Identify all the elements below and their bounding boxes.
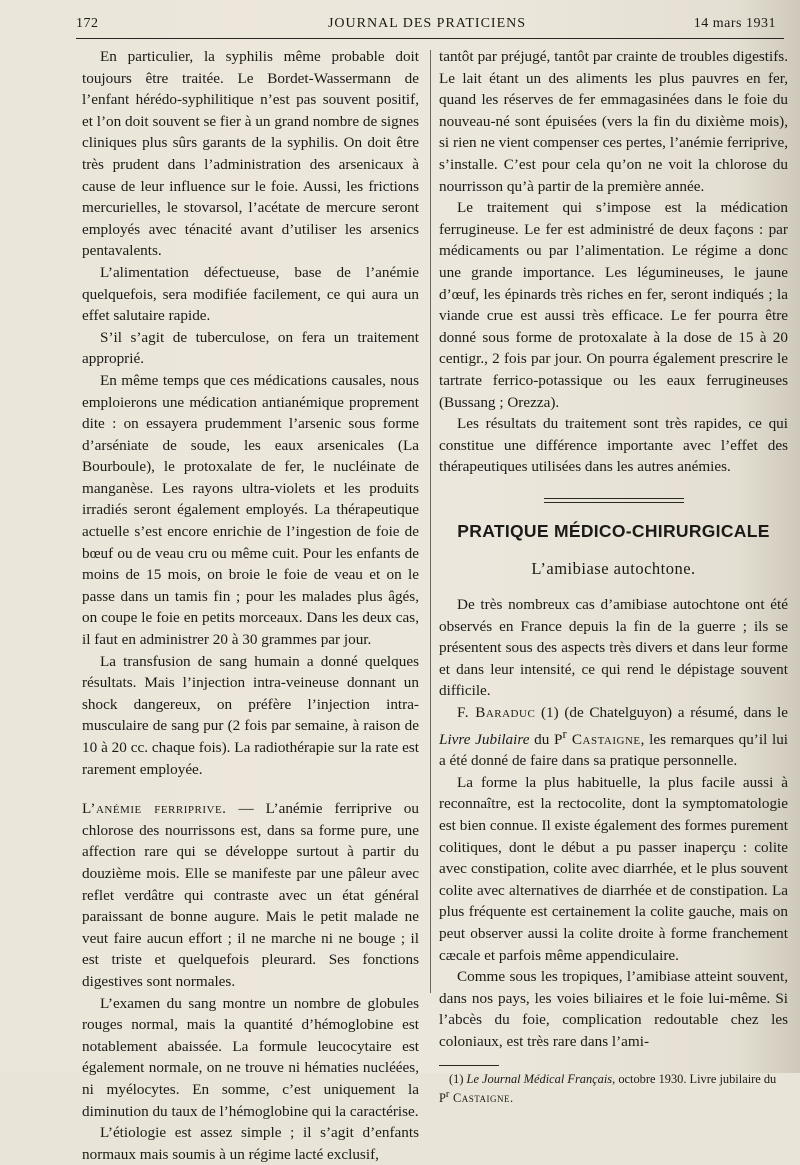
column-divider xyxy=(430,50,431,993)
right-column xyxy=(439,46,788,1106)
footnote-journal: Le Journal Médical Français xyxy=(466,1071,613,1086)
person-name: Castaigne xyxy=(566,730,641,748)
paragraph: L’étiologie est assez simple ; il s’agit d’enfants normaux mais soumis à un régime lacté exclusif, xyxy=(82,1124,419,1163)
paragraph: Comme sous les tropiques, l’amibiase atteint souvent, dans nos pays, les voies biliaires et le foie lui-même. Si l’abcès du foie, complication redoutable chez les coloniaux, est très rare dans l’ami- xyxy=(439,968,788,1050)
paragraph-baraduc: F. Baraduc (1) (de Chatelguyon) a résumé, dans le Livre Jubilaire du $P^r$ Castaigne, les remarques qu’il lui a été donné de faire dans sa pratique personnelle. xyxy=(439,704,789,770)
article-title: L’amibiase autochtone. xyxy=(531,559,696,579)
footnote: (1) Le Journal Médical Français, octobre 1930. Livre jubilaire du $P^r$ Castaigne. xyxy=(439,1071,777,1105)
footnote-rule xyxy=(439,1065,499,1066)
section-title: PRATIQUE MÉDICO-CHIRURGICALE xyxy=(457,520,770,541)
subsection-heading: L’anémie ferriprive. xyxy=(82,800,227,818)
paragraph: L’alimentation défectueuse, base de l’anémie quelquefois, sera modifiée facilement, ce qui aura un effet salutaire rapide. xyxy=(82,263,419,325)
section-separator xyxy=(544,498,684,503)
issue-date: 14 mars 1931 xyxy=(693,16,776,31)
paragraph: Le traitement qui s’impose est la médication ferrugineuse. Le fer est administré de deux façons : par médicaments ou par l’alimentation. Le régime a donc une grande importance. Les légumineuses, le jaune d’œuf, les épinards très riches en fer, seront indiqués ; la viande crue est aussi très efficace. Le fer pourra être donné sous forme de protoxalate à la dose de 15 à 20 centigr., 2 fois par jour. On pourra également prescrire le tartrate ferrico-potassique ou les eaux ferrugineuses (Bussang ; Orezza). xyxy=(439,199,788,411)
journal-title: JOURNAL DES PRATICIENS xyxy=(327,16,527,31)
paragraph: En même temps que ces médications causales, nous emploierons une médication antianémique proprement dite : on essayera prudemment l’arsenic sous forme d’arséniate de soude, les eaux arsenicales (La Bourboule), le protoxalate de fer, le nucléinate de manganèse. Les rayons ultra-violets et les produits irradiés seront également employés. La thérapeutique actuelle s’est encore enrichie de l’ingestion de foie de bœuf ou de veau cru ou même cuit. Pour les enfants de moins de 15 mois, on broie le foie de veau et on le passe dans un tamis fin ; pour les malades plus âgés, on coupe le foie en petits morceaux. Dans les deux cas, il faut en administrer 20 à 30 grammes par jour. xyxy=(82,371,419,649)
author-name: F. Baraduc xyxy=(457,704,536,722)
paragraph: L’examen du sang montre un nombre de globules rouges normal, mais la quantité d’hémoglobine est notablement abaissée. La formule leucocytaire est également normale, on ne trouve ni hématies nucléées, ni myélocytes. En somme, c’est uniquement la diminution du taux de l’hémoglobine qui la caractérise. xyxy=(82,994,419,1120)
book-title: Livre Jubilaire xyxy=(439,730,530,748)
paragraph: De très nombreux cas d’amibiase autochtone ont été observés en France depuis la fin de la guerre ; ils se présentent sous des aspects très divers et dans leur forme et dans leur intensité, ce qui rend le dépistage souvent difficile. xyxy=(439,596,788,700)
paragraph: En particulier, la syphilis même probable doit toujours être traitée. Le Bordet-Wassermann de l’enfant hérédo-syphilitique n’est pas souvent positif, et l’on doit souvent se fier à un grand nombre de signes cliniques plus sûrs garants de la syphilis. On doit être très prudent dans l’administration des arsenicaux à cause de leur influence sur le foie. Aussi, les frictions mercurielles, le stovarsol, l’acétate de mercure seront employés avec ténacité avant d’utiliser les arsenics pentavalents. xyxy=(82,48,419,260)
page-number: 172 xyxy=(76,16,99,31)
paragraph: La forme la plus habituelle, la plus facile aussi à reconnaître, est la rectocolite, dont la symptomatologie est bien connue. Il existe également des formes purement colitiques, dont le début a pu passer inaperçu : colite avec constipation, colite avec diarrhée, et le plus souvent colite avec alternatives de diarrhée et de constipation. La plus fréquente est certainement la colite gauche, mais on peut observer aussi la colite droite à forme franchement cæcale et parfois même appendiculaire. xyxy=(439,773,788,964)
paragraph: tantôt par préjugé, tantôt par crainte de troubles digestifs. Le lait étant un des aliments les plus pauvres en fer, quand les réserves de fer emmagasinées dans le foie du nouveau-né sont épuisées (vers la fin du dixième mois), si rien ne vient compenser ces pertes, l’anémie ferriprive, s’installe. C’est pour cela qu’on ne voit la chlorose du nourrisson qu’à partir de la première année. xyxy=(439,48,788,195)
paragraph-text: — L’anémie ferriprive ou chlorose des nourrissons est, dans sa forme pure, une affection rare qui se développe surtout à partir du douzième mois. Elle se manifeste par une pâleur avec reflet verdâtre qui contraste avec un état général paraissant de bonne augure. Mais le petit malade ne veut faire aucun effort ; il ne marche ni ne bouge ; il est triste et quelquefois pleurard. Ses fonctions digestives sont normales. xyxy=(82,800,419,990)
left-column xyxy=(82,46,419,1165)
paragraph: S’il s’agit de tuberculose, on fera un traitement approprié. xyxy=(82,328,419,368)
footnote-person: Castaigne xyxy=(449,1090,510,1105)
header-rule xyxy=(76,38,784,39)
paragraph: Les résultats du traitement sont très rapides, ce qui constitue une différence importante avec l’effet des thérapeutiques utilisées dans les autres anémies. xyxy=(439,415,788,476)
paragraph: La transfusion de sang humain a donné quelques résultats. Mais l’injection intra-veineuse donnant un shock dangereux, on préfère l’injection intra-musculaire de sang pur (2 fois par semaine, à raison de 10 à 20 cc. chaque fois). La radiothérapie sur la rate est rarement employée. xyxy=(82,652,419,778)
paragraph-anemie-ferriprive xyxy=(82,798,419,992)
running-header xyxy=(72,14,782,34)
